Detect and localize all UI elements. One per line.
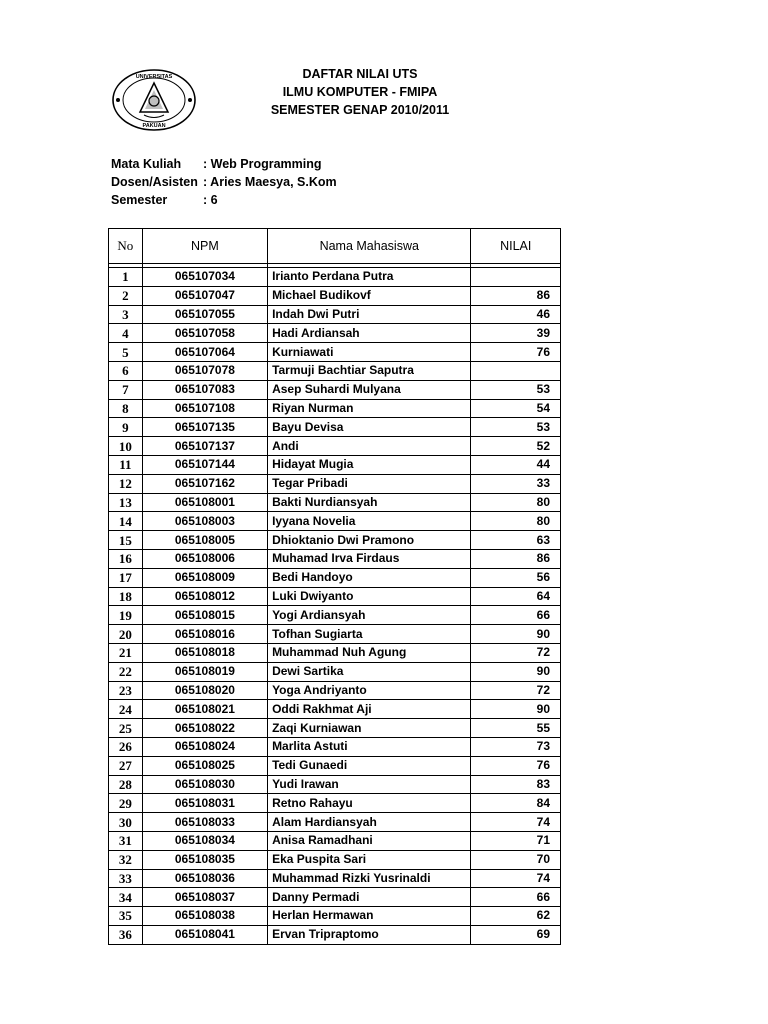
row-no: 24	[109, 700, 143, 719]
row-no: 13	[109, 493, 143, 512]
semester-label: Semester	[111, 193, 168, 207]
row-npm: 065108009	[142, 568, 267, 587]
table-row	[109, 737, 561, 756]
table-row	[109, 719, 561, 738]
row-npm: 065108018	[142, 643, 267, 662]
row-npm: 065107047	[142, 286, 267, 305]
table-row	[109, 869, 561, 888]
row-npm: 065108031	[142, 794, 267, 813]
table-row	[109, 343, 561, 362]
row-nilai: 76	[471, 343, 561, 362]
row-nama: Oddi Rakhmat Aji	[268, 700, 471, 719]
row-no: 35	[109, 907, 143, 926]
row-nama: Hidayat Mugia	[268, 455, 471, 474]
row-nama: Indah Dwi Putri	[268, 305, 471, 324]
row-nama: Irianto Perdana Putra	[268, 268, 471, 287]
row-npm: 065107058	[142, 324, 267, 343]
row-nilai: 39	[471, 324, 561, 343]
row-no: 9	[109, 418, 143, 437]
row-no: 31	[109, 831, 143, 850]
row-no: 22	[109, 662, 143, 681]
row-no: 8	[109, 399, 143, 418]
row-npm: 065108015	[142, 606, 267, 625]
table-row	[109, 888, 561, 907]
row-nilai: 66	[471, 888, 561, 907]
table-row	[109, 606, 561, 625]
row-nama: Iyyana Novelia	[268, 512, 471, 531]
course-info	[111, 155, 337, 209]
grades-table	[108, 228, 561, 945]
row-nama: Zaqi Kurniawan	[268, 719, 471, 738]
row-no: 30	[109, 813, 143, 832]
table-row	[109, 399, 561, 418]
row-nilai: 53	[471, 418, 561, 437]
row-npm: 065108036	[142, 869, 267, 888]
header-no: No	[109, 229, 143, 264]
row-nilai: 54	[471, 399, 561, 418]
row-nilai: 80	[471, 512, 561, 531]
row-nilai: 80	[471, 493, 561, 512]
row-npm: 065108030	[142, 775, 267, 794]
row-nilai: 64	[471, 587, 561, 606]
row-nilai: 56	[471, 568, 561, 587]
table-row	[109, 549, 561, 568]
row-npm: 065108019	[142, 662, 267, 681]
row-nama: Michael Budikovf	[268, 286, 471, 305]
row-nilai: 33	[471, 474, 561, 493]
row-no: 33	[109, 869, 143, 888]
row-nama: Muhammad Rizki Yusrinaldi	[268, 869, 471, 888]
semester-row	[111, 191, 337, 209]
row-nama: Kurniawati	[268, 343, 471, 362]
table-row	[109, 380, 561, 399]
header-department: ILMU KOMPUTER - FMIPA	[282, 85, 438, 99]
row-npm: 065108025	[142, 756, 267, 775]
row-no: 32	[109, 850, 143, 869]
row-nama: Anisa Ramadhani	[268, 831, 471, 850]
row-nama: Eka Puspita Sari	[268, 850, 471, 869]
header-nilai: NILAI	[471, 229, 561, 264]
row-nama: Muhammad Nuh Agung	[268, 643, 471, 662]
row-no: 27	[109, 756, 143, 775]
row-nama: Bakti Nurdiansyah	[268, 493, 471, 512]
course-value: : Web Programming	[203, 157, 322, 171]
row-npm: 065107055	[142, 305, 267, 324]
row-npm: 065107144	[142, 455, 267, 474]
row-npm: 065107034	[142, 268, 267, 287]
row-nilai	[471, 361, 561, 380]
table-body	[109, 268, 561, 945]
row-nilai: 90	[471, 662, 561, 681]
row-nama: Marlita Astuti	[268, 737, 471, 756]
row-npm: 065107162	[142, 474, 267, 493]
row-nilai: 63	[471, 531, 561, 550]
table-header-row	[109, 229, 561, 264]
row-nilai: 53	[471, 380, 561, 399]
row-nama: Hadi Ardiansah	[268, 324, 471, 343]
table-row	[109, 568, 561, 587]
row-npm: 065108034	[142, 831, 267, 850]
header-npm: NPM	[142, 229, 267, 264]
row-npm: 065108020	[142, 681, 267, 700]
table-row	[109, 700, 561, 719]
row-no: 23	[109, 681, 143, 700]
row-no: 29	[109, 794, 143, 813]
row-no: 11	[109, 455, 143, 474]
row-nilai: 72	[471, 643, 561, 662]
row-nilai: 86	[471, 286, 561, 305]
row-npm: 065108006	[142, 549, 267, 568]
row-npm: 065108041	[142, 925, 267, 944]
table-row	[109, 907, 561, 926]
row-npm: 065107108	[142, 399, 267, 418]
row-npm: 065108016	[142, 625, 267, 644]
row-no: 19	[109, 606, 143, 625]
header-title: DAFTAR NILAI UTS	[302, 67, 418, 81]
row-nilai: 52	[471, 437, 561, 456]
row-no: 25	[109, 719, 143, 738]
row-no: 3	[109, 305, 143, 324]
row-nama: Tofhan Sugiarta	[268, 625, 471, 644]
table-row	[109, 756, 561, 775]
table-row	[109, 324, 561, 343]
table-row	[109, 305, 561, 324]
row-npm: 065107078	[142, 361, 267, 380]
row-no: 16	[109, 549, 143, 568]
row-nilai: 55	[471, 719, 561, 738]
row-nama: Bedi Handoyo	[268, 568, 471, 587]
row-nama: Yoga Andriyanto	[268, 681, 471, 700]
row-npm: 065108003	[142, 512, 267, 531]
row-no: 18	[109, 587, 143, 606]
row-no: 1	[109, 268, 143, 287]
row-npm: 065107135	[142, 418, 267, 437]
row-npm: 065108037	[142, 888, 267, 907]
row-nama: Luki Dwiyanto	[268, 587, 471, 606]
row-nama: Dhioktanio Dwi Pramono	[268, 531, 471, 550]
table-row	[109, 662, 561, 681]
row-nama: Herlan Hermawan	[268, 907, 471, 926]
row-nilai: 71	[471, 831, 561, 850]
table-row	[109, 587, 561, 606]
row-no: 7	[109, 380, 143, 399]
course-label: Mata Kuliah	[111, 157, 182, 171]
row-nama: Retno Rahayu	[268, 794, 471, 813]
row-nilai: 74	[471, 869, 561, 888]
row-nama: Asep Suhardi Mulyana	[268, 380, 471, 399]
table-row	[109, 437, 561, 456]
header-nama: Nama Mahasiswa	[268, 229, 471, 264]
university-seal-logo	[111, 68, 197, 132]
row-no: 34	[109, 888, 143, 907]
row-nama: Muhamad Irva Firdaus	[268, 549, 471, 568]
table-row	[109, 361, 561, 380]
course-row	[111, 155, 337, 173]
seal-text-bottom: PAKUAN	[142, 123, 166, 129]
row-no: 4	[109, 324, 143, 343]
row-nama: Tegar Pribadi	[268, 474, 471, 493]
row-nilai: 69	[471, 925, 561, 944]
row-nilai	[471, 268, 561, 287]
row-no: 10	[109, 437, 143, 456]
table-row	[109, 286, 561, 305]
table-row	[109, 813, 561, 832]
row-nama: Andi	[268, 437, 471, 456]
row-no: 5	[109, 343, 143, 362]
row-no: 12	[109, 474, 143, 493]
table-row	[109, 643, 561, 662]
row-nilai: 72	[471, 681, 561, 700]
row-nama: Danny Permadi	[268, 888, 471, 907]
row-nilai: 70	[471, 850, 561, 869]
row-nama: Dewi Sartika	[268, 662, 471, 681]
row-no: 6	[109, 361, 143, 380]
semester-value: : 6	[203, 193, 218, 207]
row-no: 36	[109, 925, 143, 944]
row-npm: 065108012	[142, 587, 267, 606]
row-no: 14	[109, 512, 143, 531]
table-row	[109, 455, 561, 474]
row-npm: 065107083	[142, 380, 267, 399]
row-no: 15	[109, 531, 143, 550]
table-row	[109, 831, 561, 850]
table-row	[109, 794, 561, 813]
row-npm: 065108022	[142, 719, 267, 738]
row-npm: 065108024	[142, 737, 267, 756]
row-no: 2	[109, 286, 143, 305]
row-nama: Ervan Tripraptomo	[268, 925, 471, 944]
table-row	[109, 775, 561, 794]
row-nama: Tarmuji Bachtiar Saputra	[268, 361, 471, 380]
row-nama: Tedi Gunaedi	[268, 756, 471, 775]
table-row	[109, 850, 561, 869]
row-npm: 065107064	[142, 343, 267, 362]
seal-text-top: UNIVERSITAS	[135, 74, 173, 80]
lecturer-label: Dosen/Asisten	[111, 175, 198, 189]
row-nilai: 83	[471, 775, 561, 794]
row-npm: 065108038	[142, 907, 267, 926]
row-no: 17	[109, 568, 143, 587]
table-row	[109, 493, 561, 512]
row-nama: Yudi Irawan	[268, 775, 471, 794]
table-row	[109, 925, 561, 944]
row-npm: 065108021	[142, 700, 267, 719]
row-npm: 065107137	[142, 437, 267, 456]
row-nilai: 62	[471, 907, 561, 926]
table-row	[109, 474, 561, 493]
row-nilai: 86	[471, 549, 561, 568]
row-no: 21	[109, 643, 143, 662]
row-no: 28	[109, 775, 143, 794]
row-nilai: 44	[471, 455, 561, 474]
row-no: 26	[109, 737, 143, 756]
lecturer-value: : Aries Maesya, S.Kom	[203, 175, 337, 189]
row-nilai: 84	[471, 794, 561, 813]
row-nilai: 90	[471, 625, 561, 644]
row-nilai: 90	[471, 700, 561, 719]
header-semester: SEMESTER GENAP 2010/2011	[270, 103, 450, 117]
row-npm: 065108005	[142, 531, 267, 550]
row-nilai: 74	[471, 813, 561, 832]
document-header	[240, 65, 480, 119]
row-nilai: 46	[471, 305, 561, 324]
row-npm: 065108033	[142, 813, 267, 832]
table-row	[109, 512, 561, 531]
row-nilai: 76	[471, 756, 561, 775]
table-row	[109, 268, 561, 287]
table-row	[109, 625, 561, 644]
table-row	[109, 681, 561, 700]
row-nama: Riyan Nurman	[268, 399, 471, 418]
row-npm: 065108035	[142, 850, 267, 869]
table-row	[109, 418, 561, 437]
row-nilai: 66	[471, 606, 561, 625]
row-nama: Alam Hardiansyah	[268, 813, 471, 832]
row-no: 20	[109, 625, 143, 644]
row-nama: Bayu Devisa	[268, 418, 471, 437]
row-npm: 065108001	[142, 493, 267, 512]
table-row	[109, 531, 561, 550]
row-nilai: 73	[471, 737, 561, 756]
lecturer-row	[111, 173, 337, 191]
row-nama: Yogi Ardiansyah	[268, 606, 471, 625]
